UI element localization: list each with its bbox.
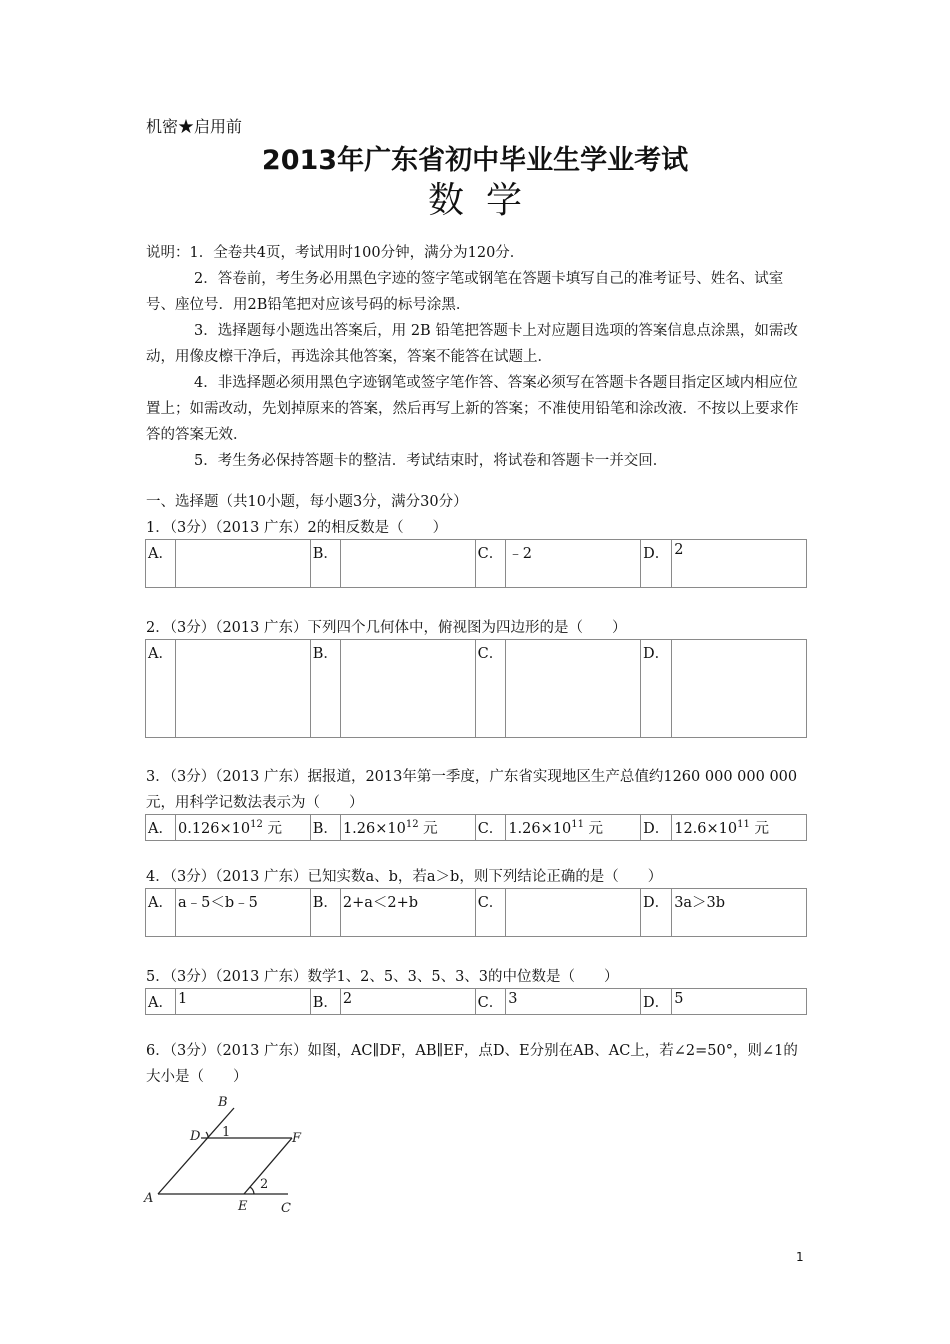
option-a-value	[175, 540, 310, 588]
geometry-figure	[140, 1090, 330, 1220]
option-a-label: A．	[146, 815, 176, 841]
option-c-label: C．	[475, 540, 506, 588]
option-a-label: A．	[146, 889, 176, 937]
option-c-label: C．	[475, 815, 506, 841]
option-a-label: A．	[146, 989, 176, 1015]
angle-2-arc	[250, 1187, 254, 1194]
option-b-value	[340, 640, 475, 738]
question-5: 5．（3分）（2013 广东）数学1、2、5、3、5、3、3的中位数是（ ）	[146, 969, 619, 985]
label-b: B	[218, 1095, 228, 1110]
option-d-label: D．	[641, 540, 672, 588]
option-a-value	[175, 640, 310, 738]
section-heading: 一、选择题（共10小题，每小题3分，满分30分）	[146, 494, 468, 510]
option-b-value: $1.26\times 10^{12}$ 元	[340, 815, 475, 841]
option-c-value	[506, 889, 641, 937]
question-2: 2．（3分）（2013 广东）下列四个几何体中，俯视图为四边形的是（ ）	[146, 620, 627, 636]
question-4: 4．（3分）（2013 广东）已知实数a、b，若a＞b，则下列结论正确的是（ ）	[146, 869, 663, 885]
instructions	[146, 240, 810, 474]
option-a-value: 1	[175, 989, 310, 1015]
instruction-4: 4．非选择题必须用黑色字迹钢笔或签字笔作答、答案必须写在答题卡各题目指定区域内相应位置上；如需改动，先划掉原来的答案，然后再写上新的答案；不准使用铅笔和涂改液．不按以上要求作答的答案无效．	[146, 375, 799, 443]
label-e: E	[238, 1199, 248, 1214]
option-d-label: D．	[641, 889, 672, 937]
option-b-value	[340, 540, 475, 588]
question-6: 6．（3分）（2013 广东）如图，AC∥DF，AB∥EF，点D、E分别在AB、AC上，若∠2=50°，则∠1的大小是（ ）	[146, 1043, 798, 1085]
option-b-label: B．	[310, 640, 340, 738]
option-c-label: C．	[475, 889, 506, 937]
option-b-label: B．	[310, 989, 340, 1015]
option-b-label: B．	[310, 815, 340, 841]
option-c-value: 3	[506, 989, 641, 1015]
option-c-value: $1.26\times 10^{11}$ 元	[506, 815, 641, 841]
option-a-value: a﹣5＜b﹣5	[175, 889, 310, 937]
option-a-label: A．	[146, 540, 176, 588]
option-d-value: 3a＞3b	[672, 889, 807, 937]
option-d-label: D．	[641, 815, 672, 841]
question-3: 3．（3分）（2013 广东）据报道，2013年第一季度，广东省实现地区生产总值约1260 000 000 000元，用科学记数法表示为（ ）	[146, 769, 798, 811]
option-d-value: $12.6\times 10^{11}$ 元	[672, 815, 807, 841]
angle-1-arc	[206, 1132, 208, 1138]
option-d-label: D．	[641, 640, 672, 738]
option-c-value: ﹣2	[506, 540, 641, 588]
option-b-value: 2+a＜2+b	[340, 889, 475, 937]
label-f: F	[292, 1131, 302, 1146]
question-1-options	[145, 539, 807, 588]
instruction-3: 3．选择题每小题选出答案后，用 2B 铅笔把答题卡上对应题目选项的答案信息点涂黑，如需改动，用像皮檫干净后，再选涂其他答案，答案不能答在试题上．	[146, 323, 798, 365]
instruction-5: 5．考生务必保持答题卡的整洁．考试结束时，将试卷和答题卡一并交回．	[194, 453, 668, 469]
page-number: 1	[796, 1250, 804, 1264]
label-angle-1: 1	[222, 1125, 231, 1140]
option-d-label: D．	[641, 989, 672, 1015]
option-d-value: 2	[672, 540, 807, 588]
option-a-label: A．	[146, 640, 176, 738]
option-b-value: 2	[340, 989, 475, 1015]
question-5-options	[145, 988, 807, 1015]
label-c: C	[281, 1201, 291, 1216]
question-2-options	[145, 639, 807, 738]
option-b-label: B．	[310, 889, 340, 937]
option-c-label: C．	[475, 989, 506, 1015]
instruction-2: 2．答卷前，考生务必用黑色字迹的签字笔或钢笔在答题卡填写自己的准考证号、姓名、试室号、座位号．用2B铅笔把对应该号码的标号涂黑．	[146, 271, 784, 313]
subject-title: 数学	[427, 180, 544, 221]
question-1: 1．（3分）（2013 广东）2的相反数是（ ）	[146, 520, 448, 536]
question-4-options	[145, 888, 807, 937]
confidential-mark: 机密★启用前	[146, 117, 243, 136]
option-c-value	[506, 640, 641, 738]
exam-title: 2013年广东省初中毕业生学业考试	[261, 145, 689, 176]
option-c-label: C．	[475, 640, 506, 738]
question-3-options	[145, 814, 807, 841]
instruction-1: 说明：1．全卷共4页，考试用时100分钟，满分为120分．	[146, 245, 525, 261]
option-b-label: B．	[310, 540, 340, 588]
label-angle-2: 2	[260, 1177, 269, 1192]
line-ab	[158, 1108, 234, 1194]
option-a-value: $0.126\times 10^{12}$ 元	[175, 815, 310, 841]
label-a: A	[144, 1191, 154, 1206]
option-d-value	[672, 640, 807, 738]
option-d-value: 5	[672, 989, 807, 1015]
label-d: D	[190, 1129, 201, 1144]
